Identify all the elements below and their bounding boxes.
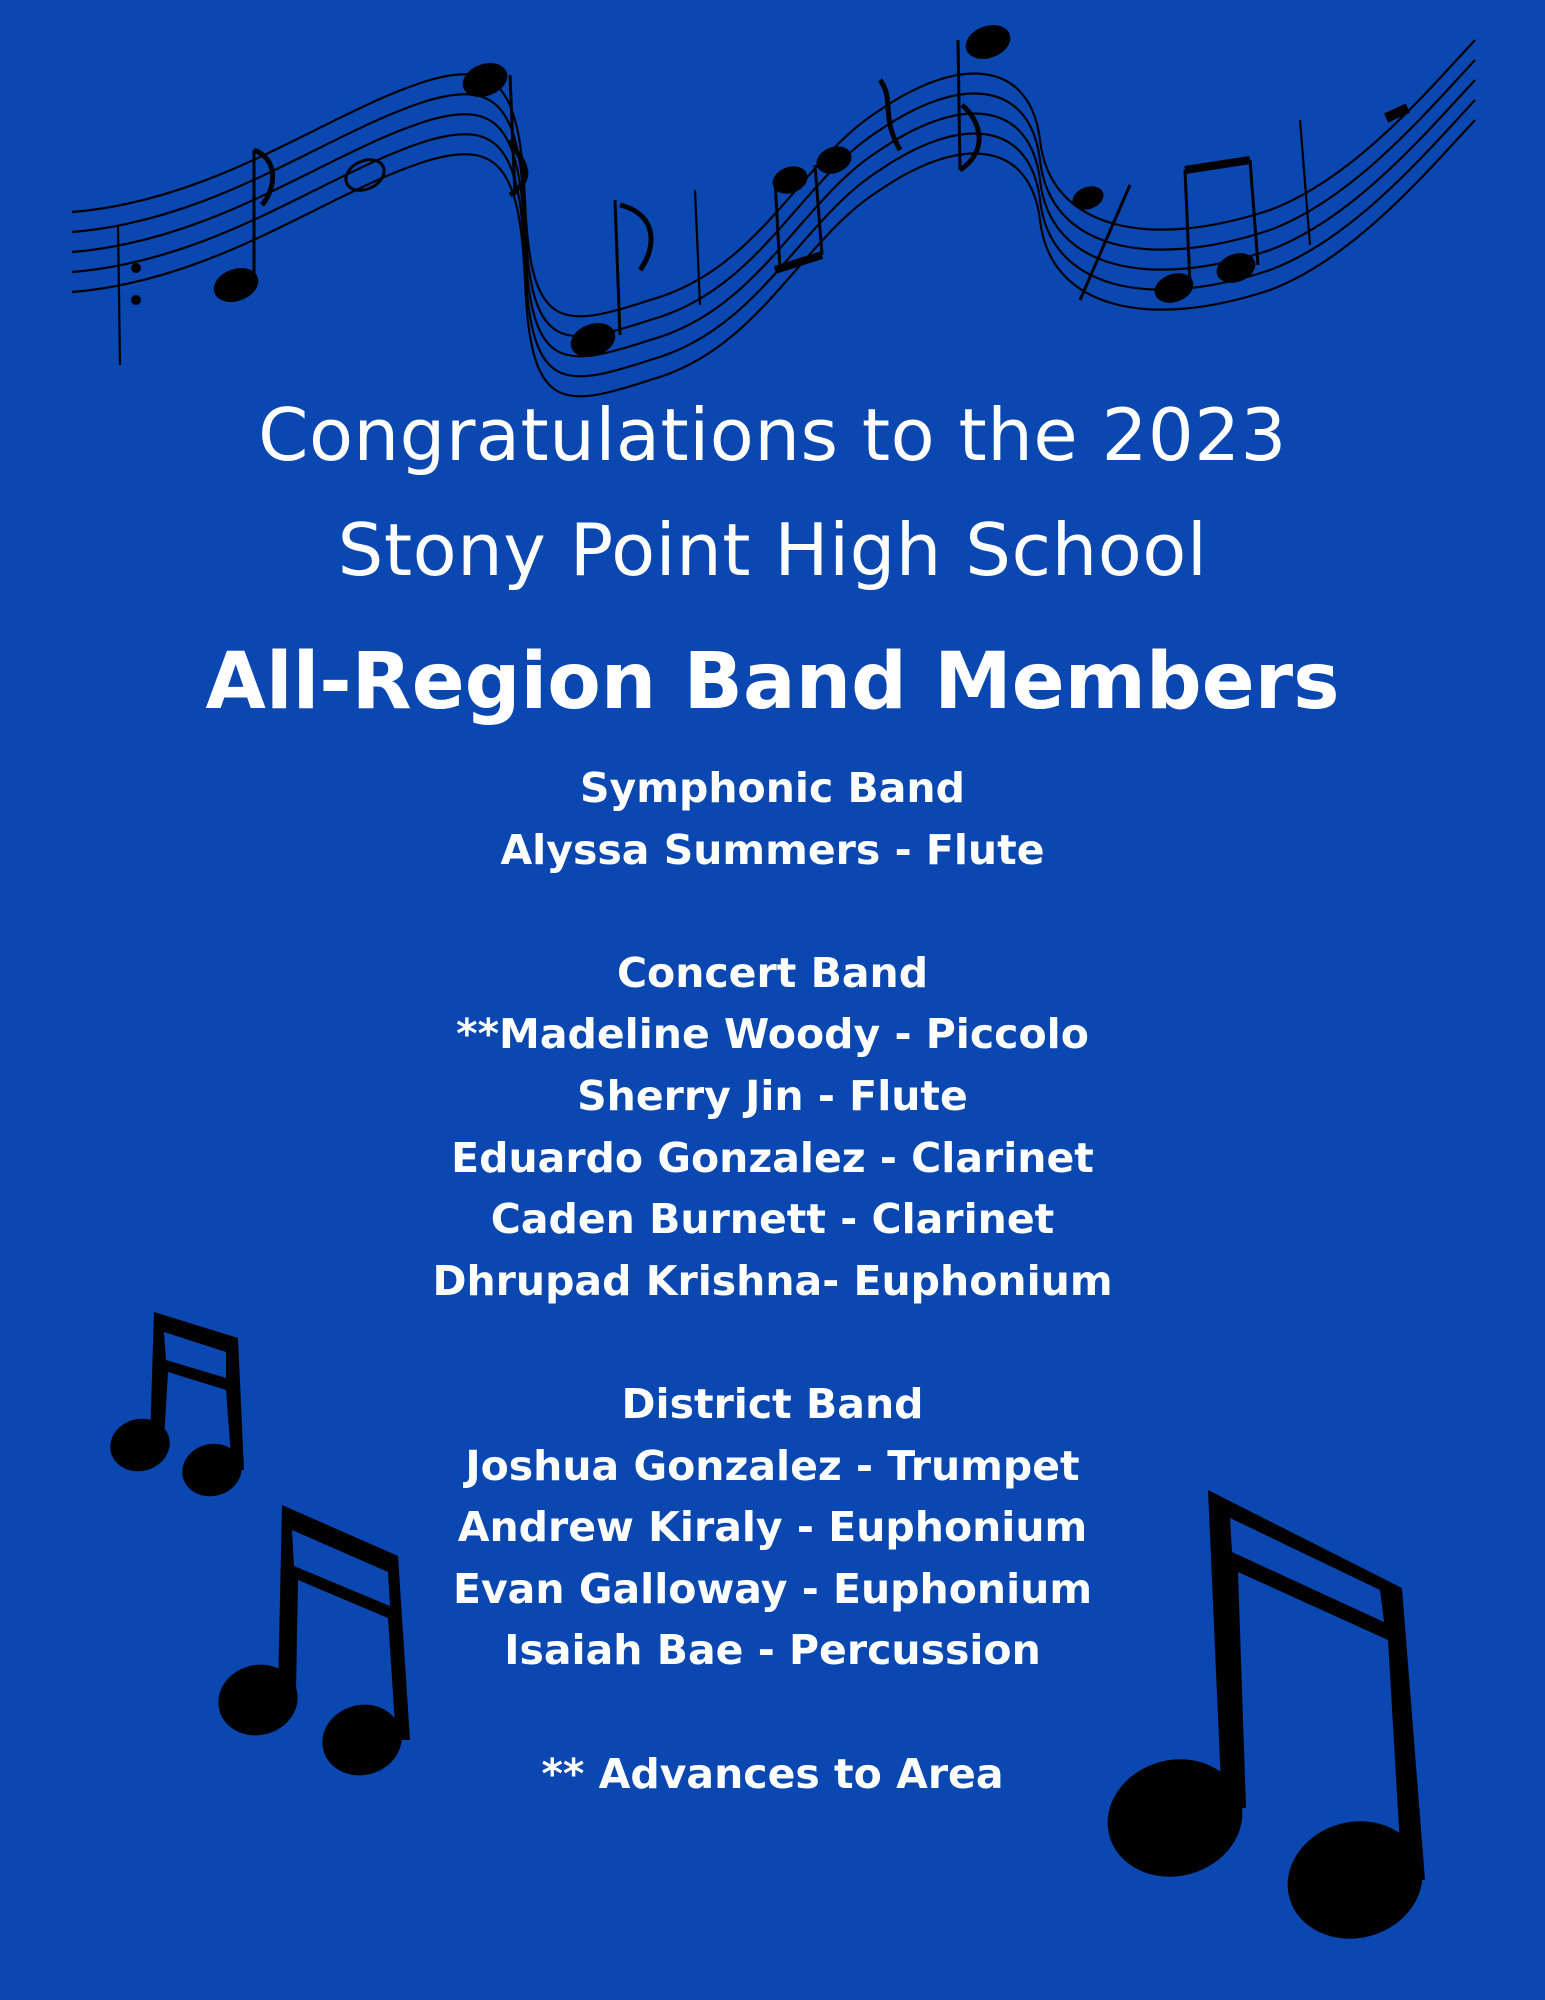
list-item: Isaiah Bae - Percussion xyxy=(504,1626,1041,1675)
spacer xyxy=(0,1312,1545,1374)
list-item: Alyssa Summers - Flute xyxy=(500,825,1045,874)
section-title-symphonic: Symphonic Band xyxy=(580,764,965,812)
spacer xyxy=(0,1682,1545,1744)
list-item: **Madeline Woody - Piccolo xyxy=(456,1010,1089,1059)
section-title-district: District Band xyxy=(621,1379,924,1428)
list-item: Andrew Kiraly - Euphonium xyxy=(457,1503,1088,1552)
list-item: Dhrupad Krishna- Euphonium xyxy=(432,1256,1113,1305)
footnote: ** Advances to Area xyxy=(541,1749,1004,1798)
spacer xyxy=(0,881,1545,943)
list-item: Evan Galloway - Euphonium xyxy=(452,1564,1093,1613)
list-item: Eduardo Gonzalez - Clarinet xyxy=(451,1133,1094,1182)
list-item: Sherry Jin - Flute xyxy=(577,1071,968,1120)
member-roster xyxy=(0,758,1545,1805)
heading-congratulations: Congratulations to the 2023 xyxy=(258,393,1287,477)
heading-school-name: Stony Point High School xyxy=(337,508,1208,592)
list-item: Caden Burnett - Clarinet xyxy=(490,1195,1055,1244)
page-title: All-Region Band Members xyxy=(205,637,1340,727)
section-title-concert: Concert Band xyxy=(616,948,929,997)
list-item: Joshua Gonzalez - Trumpet xyxy=(465,1441,1080,1490)
